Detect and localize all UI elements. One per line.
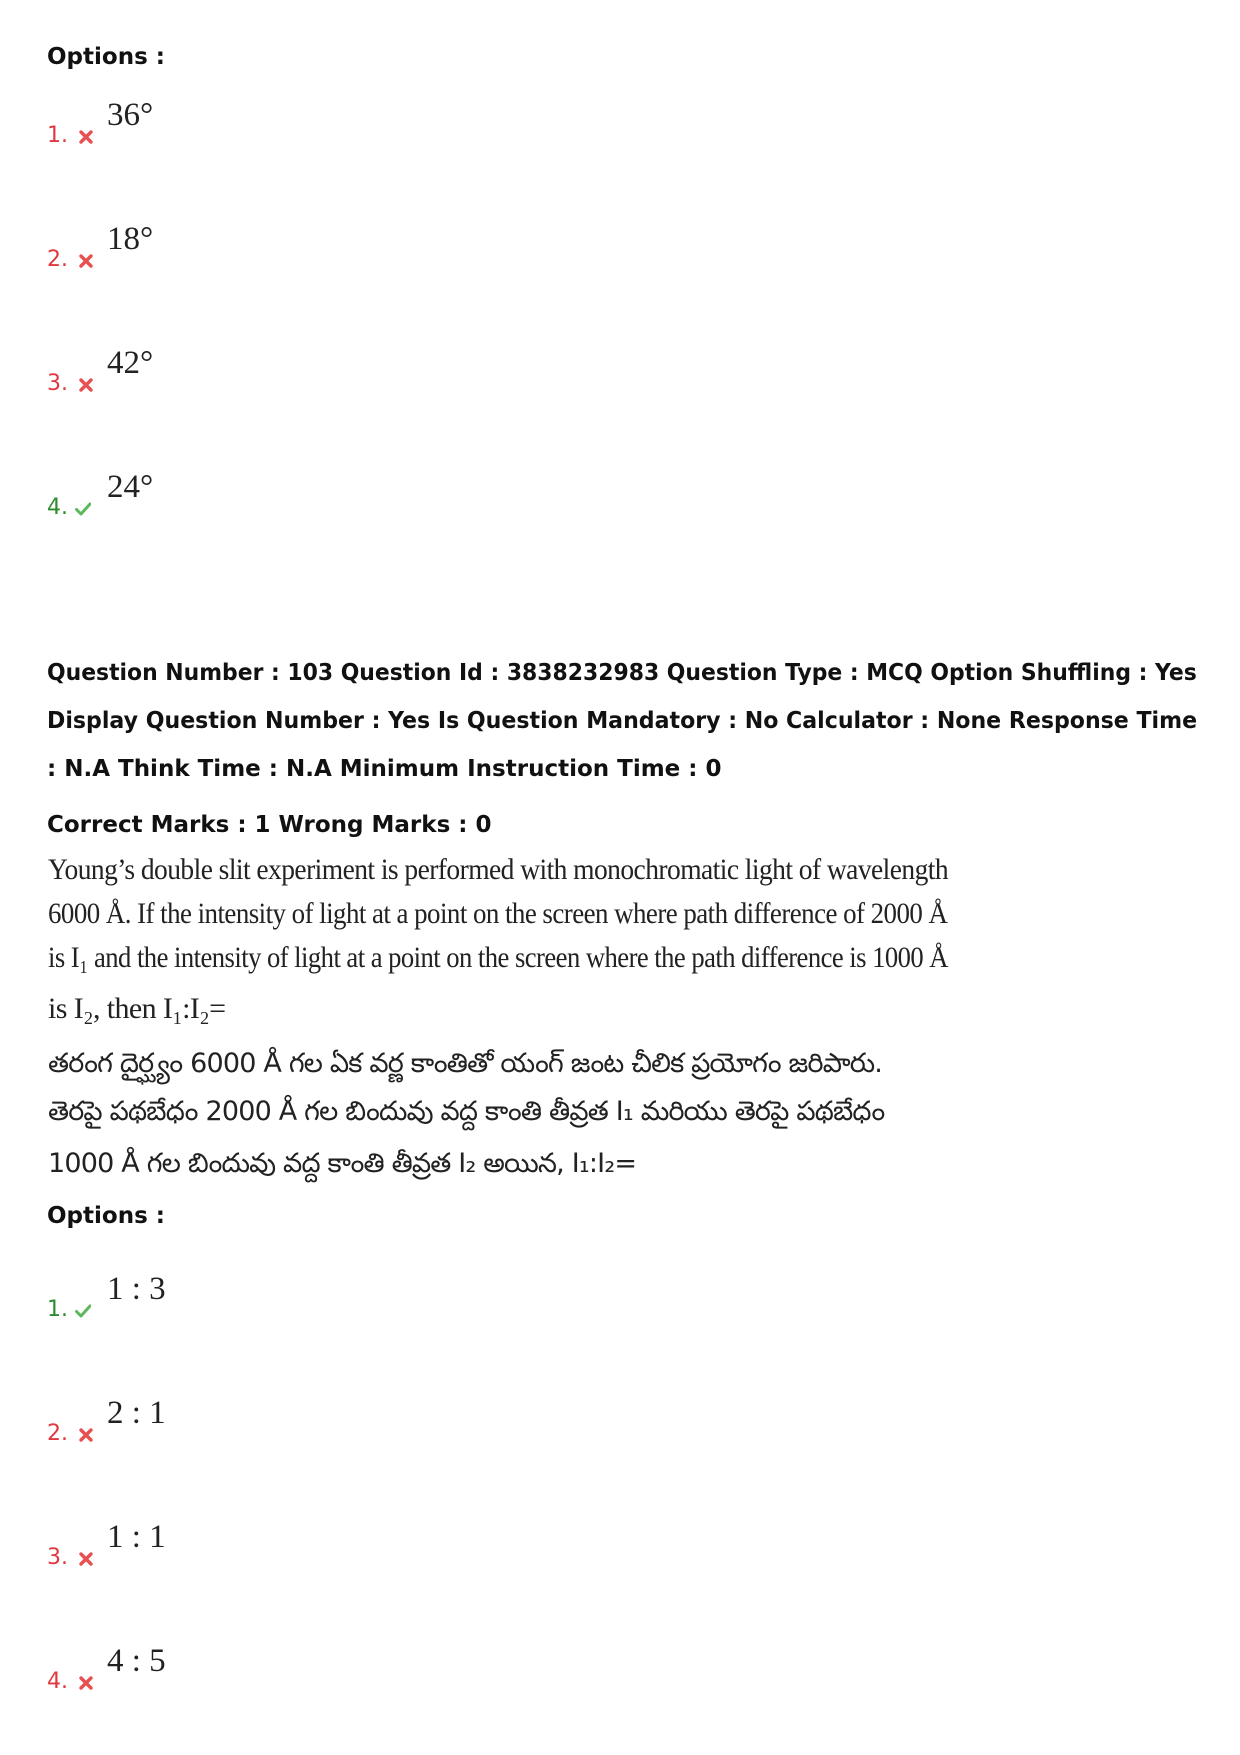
- option-value: 36°: [107, 97, 154, 133]
- cross-icon: [78, 253, 94, 269]
- check-icon: [75, 1303, 91, 1319]
- option-value: 2 : 1: [107, 1395, 166, 1431]
- option-number: 2.: [47, 1421, 68, 1446]
- option-row: [47, 346, 447, 396]
- question-text-en-4: is I₂, then I₁:I₂=: [48, 992, 226, 1025]
- option-number: 2.: [47, 247, 68, 272]
- cross-icon: [78, 1427, 94, 1443]
- question-text-en-2: 6000 Å. If the intensity of light at a point on the screen where path difference of 2000 Å: [48, 897, 948, 930]
- question-text-te-1: తరంగ దైర్ఘ్యం 6000 Å గల ఏక వర్ణ కాంతితో యంగ్ జంట చీలిక ప్రయోగం జరిపారు.: [48, 1048, 883, 1079]
- question-text-en-3: is I₁ and the intensity of light at a point on the screen where the path difference is 1000 Å: [48, 941, 948, 974]
- option-value: 1 : 1: [107, 1519, 166, 1555]
- option-value: 18°: [107, 221, 154, 257]
- cross-icon: [78, 377, 94, 393]
- question-meta-line-3: : N.A Think Time : N.A Minimum Instruction Time : 0: [47, 756, 722, 782]
- option-number: 1.: [47, 1297, 68, 1322]
- option-number: 1.: [47, 123, 68, 148]
- cross-icon: [78, 129, 94, 145]
- question-text-te-2: తెరపై పథబేధం 2000 Å గల బిందువు వద్ద కాంతి తీవ్రత I₁ మరియు తెరపై పథబేధం: [48, 1096, 885, 1127]
- cross-icon: [78, 1551, 94, 1567]
- option-number: 3.: [47, 371, 68, 396]
- option-number: 4.: [47, 1669, 68, 1694]
- option-value: 1 : 3: [107, 1271, 166, 1307]
- option-row: [47, 222, 447, 272]
- question-text-te-3: 1000 Å గల బిందువు వద్ద కాంతి తీవ్రత I₂ అయిన, I₁:I₂=: [48, 1148, 637, 1179]
- options-label-1: Options :: [47, 44, 165, 70]
- question-meta-line-1: Question Number : 103 Question Id : 3838232983 Question Type : MCQ Option Shuffling : Yes: [47, 660, 1197, 686]
- option-value: 42°: [107, 345, 154, 381]
- option-number: 3.: [47, 1545, 68, 1570]
- option-row: [47, 98, 447, 148]
- option-row: [47, 470, 447, 520]
- marks-line: Correct Marks : 1 Wrong Marks : 0: [47, 812, 492, 838]
- option-row: [47, 1644, 447, 1694]
- question-meta-line-2: Display Question Number : Yes Is Question Mandatory : No Calculator : None Response Time: [47, 708, 1198, 734]
- options-label-2: Options :: [47, 1203, 165, 1229]
- question-text-en-1: Young’s double slit experiment is performed with monochromatic light of wavelength: [48, 853, 949, 886]
- option-value: 24°: [107, 469, 154, 505]
- cross-icon: [78, 1675, 94, 1691]
- option-value: 4 : 5: [107, 1643, 166, 1679]
- option-row: [47, 1272, 447, 1322]
- option-row: [47, 1396, 447, 1446]
- check-icon: [75, 501, 91, 517]
- option-number: 4.: [47, 495, 68, 520]
- option-row: [47, 1520, 447, 1570]
